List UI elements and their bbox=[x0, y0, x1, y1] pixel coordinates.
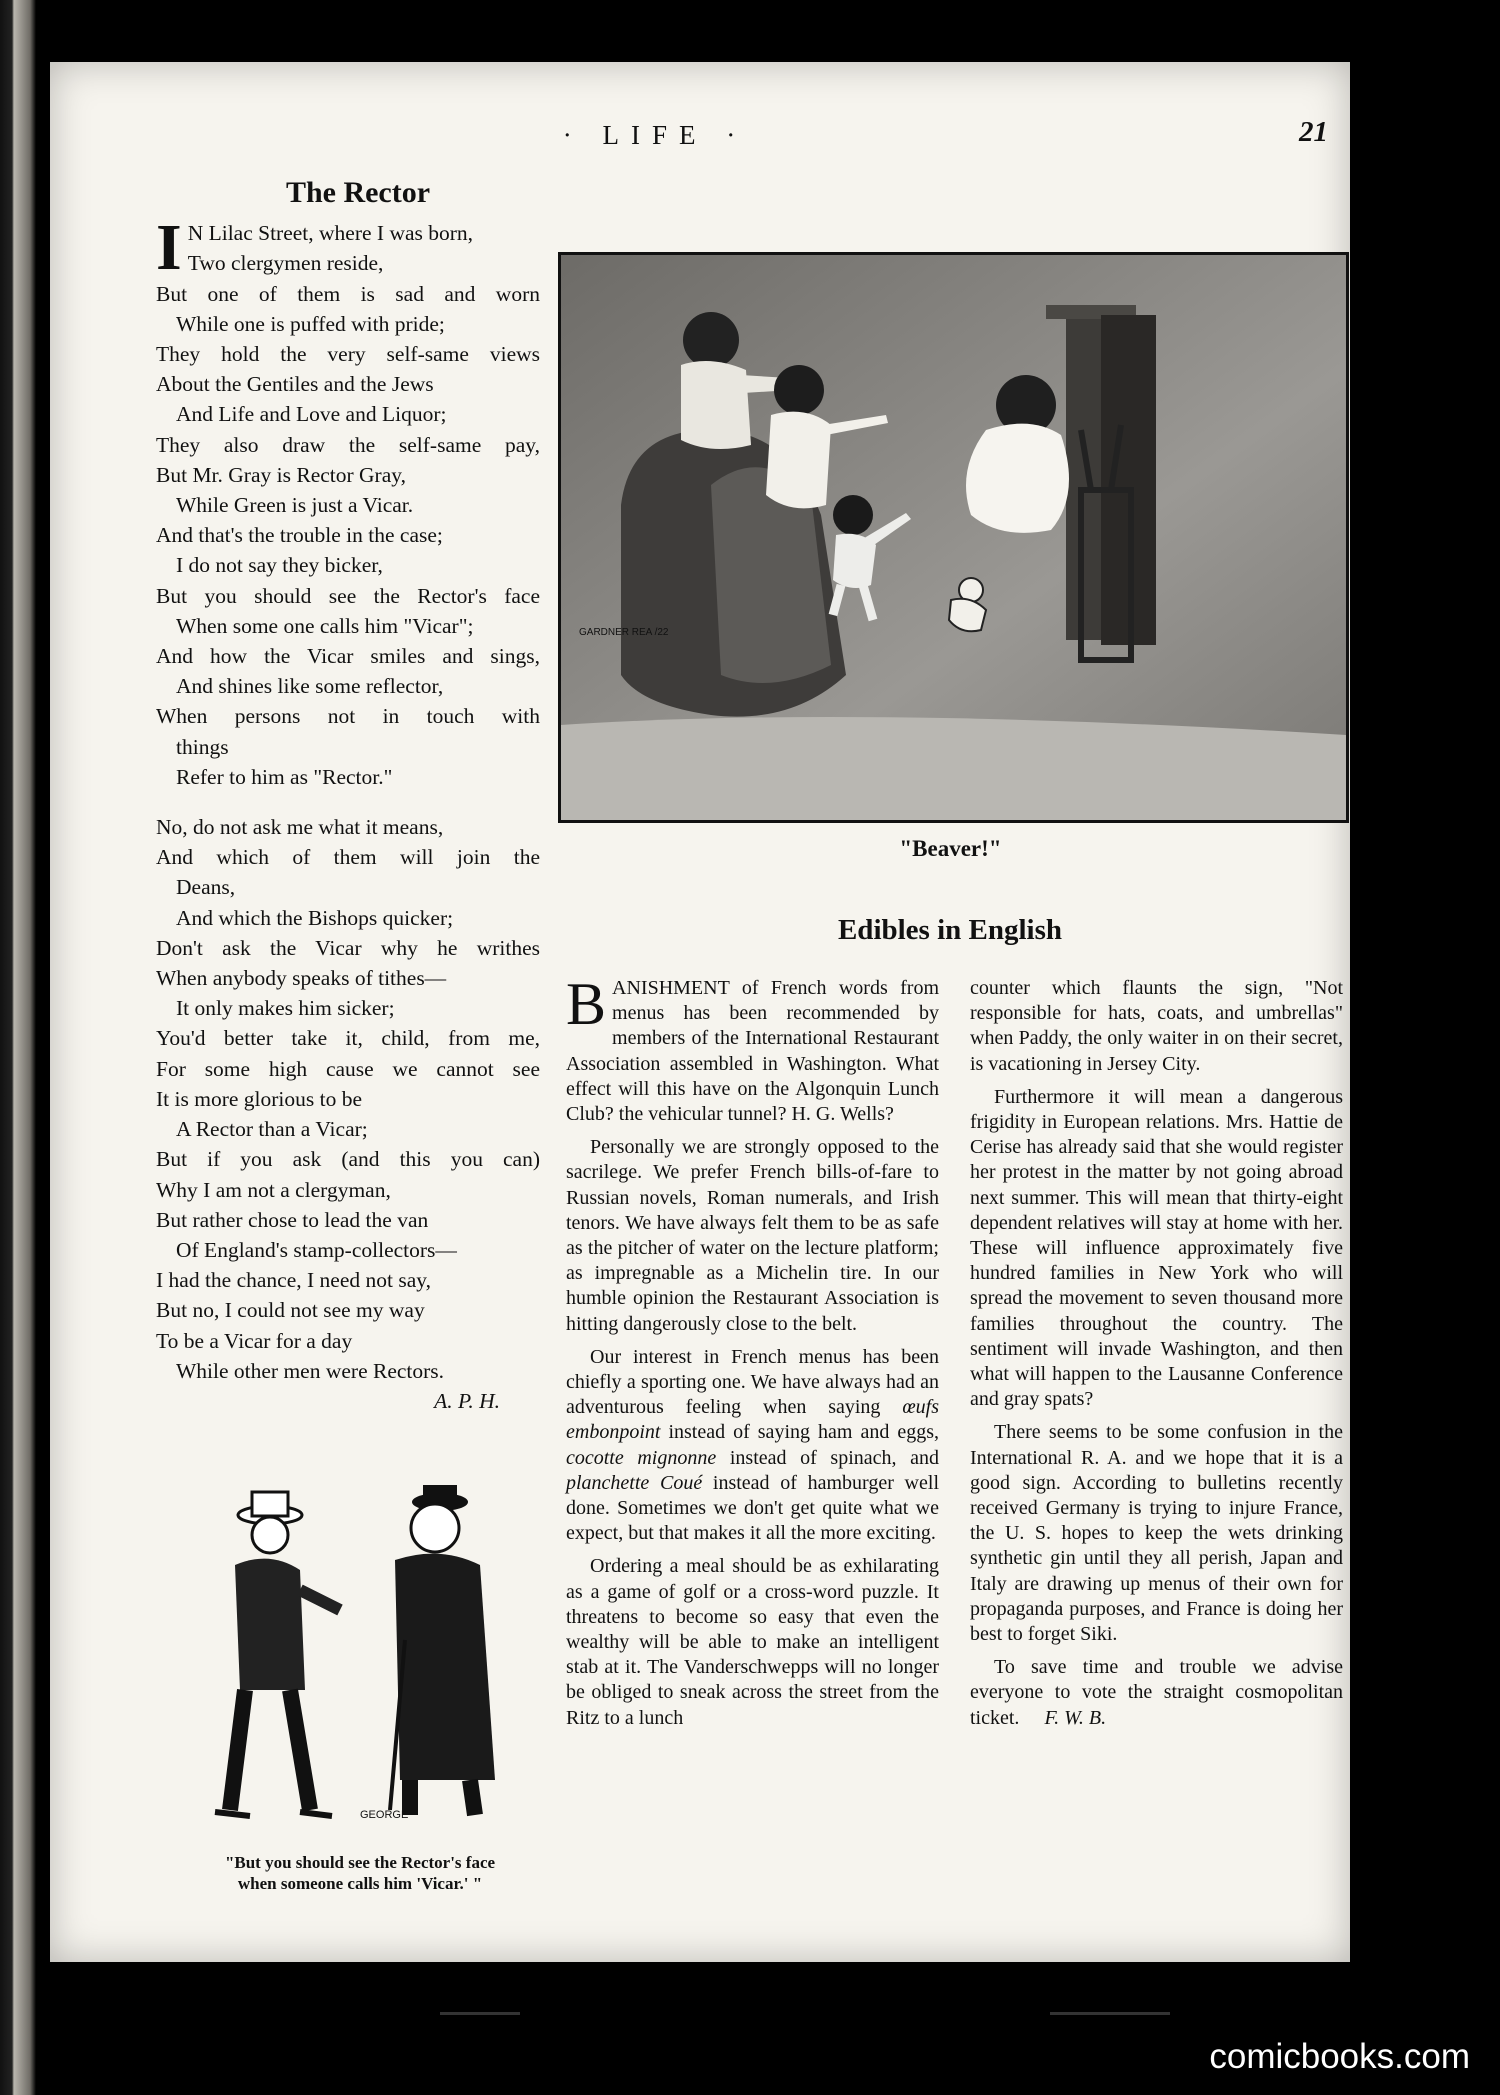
poem-line: No, do not ask me what it means, bbox=[156, 815, 444, 840]
beaver-cartoon-illustration bbox=[561, 255, 1346, 820]
poem-line: When anybody speaks of tithes— bbox=[156, 966, 447, 991]
poem-line: And shines like some reflector, bbox=[176, 674, 444, 699]
poem-line: When some one calls him "Vicar"; bbox=[176, 613, 474, 638]
small-cartoon-caption bbox=[160, 1852, 560, 1894]
rector-vicar-illustration bbox=[180, 1480, 530, 1850]
poem-line: Refer to him as "Rector." bbox=[176, 764, 393, 789]
poem-line: But Mr. Gray is Rector Gray, bbox=[156, 462, 406, 487]
poem-line: Deans, bbox=[176, 875, 236, 900]
poem-line: Don't ask the Vicar why he writhes bbox=[156, 935, 540, 960]
beaver-cartoon-caption: "Beaver!" bbox=[899, 836, 1002, 861]
article-column-2 bbox=[970, 976, 1343, 1739]
poem-line: They also draw the self-same pay, bbox=[156, 432, 540, 457]
article-paragraph: There seems to be some confusion in the International R. A. and we hope that it is a good sign. According to bulletins recently received Germany is trying to injure France, the U. S. hopes to keep the wets drinking synthetic gin until they all perish, Japan and Italy are drawing up menus of their own for propaganda purposes, and France is doing her best to forget Siki. bbox=[970, 1421, 1343, 1646]
poem-line: And which the Bishops quicker; bbox=[176, 905, 454, 930]
beaver-cartoon bbox=[558, 252, 1349, 823]
poem-line: N Lilac Street, where I was born, bbox=[187, 221, 474, 246]
article-paragraph: Our interest in French menus has been chiefly a sporting one. We have always had an adventurous feeling when saying œufs embonpoint instead of saying ham and eggs, cocotte mignonne instead of spinach, and planchette Coué instead of hamburger well done. Sometimes we don't get quite what we expect, but that makes it all the more exciting. bbox=[566, 1345, 940, 1545]
article-paragraph: To save time and trouble we advise everyone to vote the straight cosmopolitan ticket. F. W. B. bbox=[970, 1656, 1343, 1729]
poem-line: Why I am not a clergyman, bbox=[156, 1177, 391, 1202]
poem-line: I do not say they bicker, bbox=[176, 553, 383, 578]
poem-line: Of England's stamp-collectors— bbox=[176, 1237, 457, 1262]
poem-line: But rather chose to lead the van bbox=[156, 1207, 429, 1232]
poem-line: They hold the very self-same views bbox=[156, 342, 540, 367]
poem-line: Two clergymen reside, bbox=[187, 251, 384, 276]
binding-edge bbox=[0, 0, 36, 2095]
poem-line: And which of them will join the bbox=[156, 845, 540, 870]
poem-drop-cap: I bbox=[156, 211, 182, 285]
poem-line: And that's the trouble in the case; bbox=[156, 523, 443, 548]
poem-stanza-2 bbox=[156, 812, 540, 1386]
article-paragraph: BANISHMENT of French words from menus has been recommended by members of the International Restaurant Association assembled in Washington. What effect will this have on the Algonquin Lunch Club? the vehicular tunnel? H. G. Wells? bbox=[566, 971, 939, 1126]
poem-line: And Life and Love and Liquor; bbox=[176, 402, 447, 427]
poem-line: A Rector than a Vicar; bbox=[176, 1117, 368, 1142]
small-cartoon-signature: GEORGE bbox=[360, 1809, 409, 1821]
article-paragraph: counter which flaunts the sign, "Not responsible for hats, coats, and umbrellas" when Paddy, the only waiter in on their secret, is vacationing in Jersey City. bbox=[970, 977, 1343, 1075]
small-caption-line-2: when someone calls him 'Vicar.' " bbox=[237, 1874, 483, 1893]
poem-line: To be a Vicar for a day bbox=[156, 1328, 353, 1353]
article-signature: F. W. B. bbox=[1044, 1706, 1107, 1729]
small-caption-line-1: "But you should see the Rector's face bbox=[224, 1853, 496, 1872]
poem-line: When persons not in touch with bbox=[156, 704, 540, 729]
poem-line: But you should see the Rector's face bbox=[156, 583, 540, 608]
article-paragraph: Personally we are strongly opposed to the sacrilege. We prefer French bills-of-fare to Russian novels, Roman numerals, and Irish tenors. We have always felt them to be as safe as the pitcher of water on the lecture platform; as impregnable as a Michelin tire. In our humble opinion the Restaurant Association is hitting dangerously close to the belt. bbox=[566, 1136, 939, 1335]
poem-line: And how the Vicar smiles and sings, bbox=[156, 644, 540, 669]
article-paragraph: Furthermore it will mean a dangerous frigidity in European relations. Mrs. Hattie de Cerise has already said that she would register her protest in the matter by not going abroad next summer. This will mean that thirty-eight dependent relatives will stay at home with her. These will influence approximately five hundred families in New York who will spread the movement to seven thousand more families throughout the country. The sentiment will invade Washington, and then what will happen to the Lausanne Conference and gray spats? bbox=[970, 1085, 1343, 1411]
footer-mark bbox=[440, 2012, 520, 2021]
running-head: · LIFE · bbox=[562, 120, 748, 150]
poem-line: It is more glorious to be bbox=[156, 1086, 363, 1111]
footer-mark bbox=[1050, 2012, 1170, 2021]
magazine-page bbox=[50, 62, 1350, 1962]
poem-line: While one is puffed with pride; bbox=[176, 311, 445, 336]
poem-line: But no, I could not see my way bbox=[156, 1298, 425, 1323]
poem-the-rector bbox=[156, 178, 540, 1416]
poem-line: For some high cause we cannot see bbox=[156, 1056, 540, 1081]
poem-line: While other men were Rectors. bbox=[176, 1358, 445, 1383]
article-drop-cap: B bbox=[566, 971, 607, 1037]
poem-line: It only makes him sicker; bbox=[176, 996, 395, 1021]
poem-line: But if you ask (and this you can) bbox=[156, 1147, 540, 1172]
page-number: 21 bbox=[1299, 116, 1328, 148]
poem-stanza-1 bbox=[156, 211, 540, 792]
cartoon-artist-signature: GARDNER REA /22 bbox=[579, 627, 669, 638]
poem-line: About the Gentiles and the Jews bbox=[156, 372, 434, 397]
poem-line: While Green is just a Vicar. bbox=[176, 493, 414, 518]
poem-line: things bbox=[176, 734, 229, 759]
poem-line: I had the chance, I need not say, bbox=[156, 1268, 431, 1293]
poem-title: The Rector bbox=[285, 176, 431, 209]
article-paragraph: Ordering a meal should be as exhilarating as a game of golf or a cross-word puzzle. It threatens to become so easy that even the wealthy will be able to make an intelligent stab at it. The Vanderschwepps will no longer be obliged to sneak across the street from the Ritz to a lunch bbox=[566, 1555, 939, 1729]
poem-line: You'd better take it, child, from me, bbox=[156, 1026, 540, 1051]
article-column-1 bbox=[566, 971, 940, 1739]
rector-vicar-cartoon bbox=[180, 1480, 530, 1850]
poem-line: But one of them is sad and worn bbox=[156, 281, 540, 306]
poem-signature: A. P. H. bbox=[434, 1388, 500, 1413]
article-title: Edibles in English bbox=[837, 914, 1063, 946]
watermark: comicbooks.com bbox=[1209, 2037, 1470, 2076]
